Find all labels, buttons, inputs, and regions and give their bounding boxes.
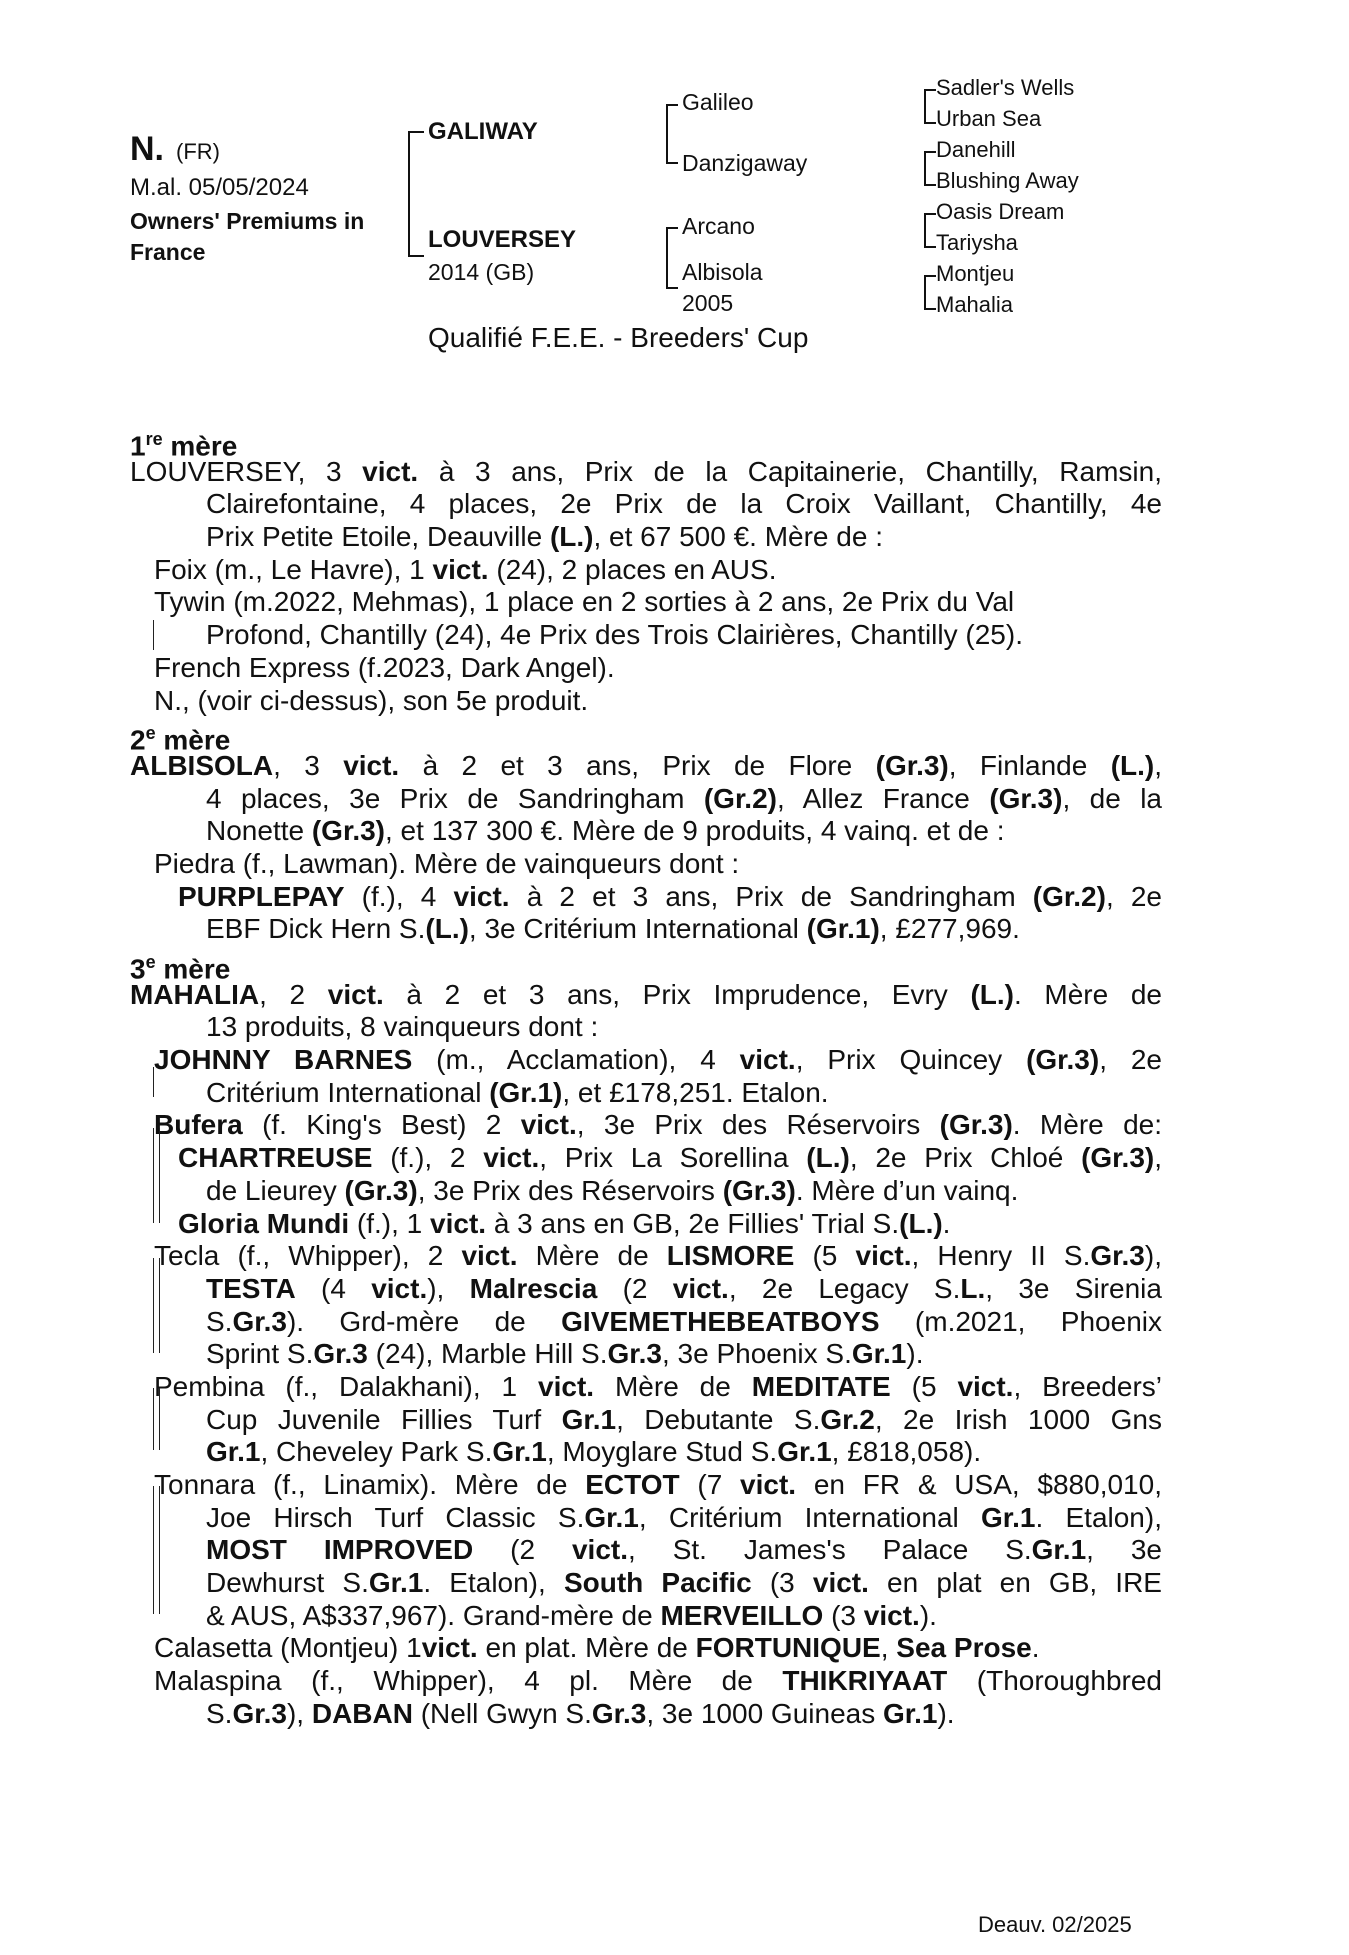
text-line: S.Gr.3). Grd-mère de GIVEMETHEBEATBOYS (m.2021, Phoenix xyxy=(206,1305,1162,1337)
text-line: 13 produits, 8 vainqueurs dont : xyxy=(206,1011,599,1043)
text-line: Malaspina (f., Whipper), 4 pl. Mère de THIKRIYAAT (Thoroughbred xyxy=(154,1665,1162,1697)
pedigree-g1: Sadler's Wells xyxy=(936,75,1075,100)
pedigree-dam-sire: Arcano xyxy=(682,213,755,239)
section-mere-2: 2e mère xyxy=(130,723,231,756)
continuation-rule xyxy=(153,1128,154,1223)
text-line: de Lieurey (Gr.3), 3e Prix des Réservoirs (Gr.3). Mère d’un vainq. xyxy=(206,1174,1019,1206)
text-line: Piedra (f., Lawman). Mère de vainqueurs dont : xyxy=(154,847,740,879)
pedigree-dam-year: 2014 (GB) xyxy=(428,259,535,285)
text-line: Sprint S.Gr.3 (24), Marble Hill S.Gr.3, 3e Phoenix S.Gr.1). xyxy=(206,1338,924,1370)
bracket-g78 xyxy=(924,275,936,310)
continuation-rule xyxy=(159,1128,160,1223)
text-line: 4 places, 3e Prix de Sandringham (Gr.2), Allez France (Gr.3), de la xyxy=(206,782,1162,814)
pedigree-dam: LOUVERSEY xyxy=(428,226,577,253)
text-line: French Express (f.2023, Dark Angel). xyxy=(154,651,615,683)
text-line: Tonnara (f., Linamix). Mère de ECTOT (7 vict. en FR & USA, $880,010, xyxy=(154,1469,1162,1500)
text-line: TESTA (4 vict.), Malrescia (2 vict., 2e Legacy S.L., 3e Sirenia xyxy=(206,1272,1162,1304)
text-line: MOST IMPROVED (2 vict., St. James's Palace S.Gr.1, 3e xyxy=(206,1534,1162,1566)
pedigree-dam-dam-year: 2005 xyxy=(682,290,734,316)
continuation-rule xyxy=(153,1258,154,1353)
text-line: Bufera (f. King's Best) 2 vict., 3e Prix des Réservoirs (Gr.3). Mère de: xyxy=(154,1109,1162,1141)
pedigree-g3: Danehill xyxy=(936,137,1016,162)
continuation-rule xyxy=(153,620,154,650)
text-line: Gr.1, Cheveley Park S.Gr.1, Moyglare Stud S.Gr.1, £818,058). xyxy=(206,1436,982,1468)
bracket-g56 xyxy=(924,213,936,248)
text-line: S.Gr.3), DABAN (Nell Gwyn S.Gr.3, 3e 1000 Guineas Gr.1). xyxy=(206,1697,955,1729)
text-line: Profond, Chantilly (24), 4e Prix des Trois Clairières, Chantilly (25). xyxy=(206,619,1023,651)
text-line: CHARTREUSE (f.), 2 vict., Prix La Sorellina (L.), 2e Prix Chloé (Gr.3), xyxy=(178,1142,1162,1174)
text-line: Clairefontaine, 4 places, 2e Prix de la Croix Vaillant, Chantilly, 4e xyxy=(206,488,1162,520)
text-line: Calasetta (Montjeu) 1vict. en plat. Mère de FORTUNIQUE, Sea Prose. xyxy=(154,1632,1040,1664)
text-line: Joe Hirsch Turf Classic S.Gr.1, Critérium International Gr.1. Etalon), xyxy=(206,1501,1162,1533)
bracket-dam-line xyxy=(666,227,678,289)
text-line: Dewhurst S.Gr.1. Etalon), South Pacific (3 vict. en plat en GB, IRE xyxy=(206,1567,1162,1599)
premium-label: Owners' Premiums in France xyxy=(130,208,365,265)
text-line: Gloria Mundi (f.), 1 vict. à 3 ans en GB, 2e Fillies' Trial S.(L.). xyxy=(178,1207,951,1239)
text-line: Pembina (f., Dalakhani), 1 vict. Mère de MEDITATE (5 vict., Breeders’ xyxy=(154,1370,1162,1402)
pedigree-g6: Tariysha xyxy=(936,230,1018,255)
horse-dob: M.al. 05/05/2024 xyxy=(130,174,309,201)
text-line: N., (voir ci-dessus), son 5e produit. xyxy=(154,684,589,716)
text-line: Nonette (Gr.3), et 137 300 €. Mère de 9 produits, 4 vainq. et de : xyxy=(206,815,1005,847)
catalogue-body xyxy=(130,423,1162,1731)
bracket-sire-line xyxy=(666,104,678,164)
text-line: EBF Dick Hern S.(L.), 3e Critérium International (Gr.1), £277,969. xyxy=(206,913,1020,945)
continuation-rule xyxy=(153,1486,154,1614)
footer-reference: Deauv. 02/2025 xyxy=(978,1912,1132,1937)
bracket-sire-dam xyxy=(408,131,424,257)
pedigree-sire-dam: Danzigaway xyxy=(682,150,808,176)
pedigree-g8: Mahalia xyxy=(936,292,1014,317)
bracket-g34 xyxy=(924,151,936,186)
continuation-rule xyxy=(159,1258,160,1353)
text-line: Cup Juvenile Fillies Turf Gr.1, Debutante S.Gr.2, 2e Irish 1000 Gns xyxy=(206,1403,1162,1435)
text-line: Foix (m., Le Havre), 1 vict. (24), 2 places en AUS. xyxy=(154,553,777,585)
pedigree-g2: Urban Sea xyxy=(936,106,1042,131)
text-line: JOHNNY BARNES (m., Acclamation), 4 vict., Prix Quincey (Gr.3), 2e xyxy=(154,1044,1162,1076)
text-line: Tecla (f., Whipper), 2 vict. Mère de LISMORE (5 vict., Henry II S.Gr.3), xyxy=(154,1240,1162,1272)
bracket-g12 xyxy=(924,89,936,124)
continuation-rule xyxy=(153,1067,154,1097)
horse-country: (FR) xyxy=(176,139,220,164)
continuation-rule xyxy=(159,1486,160,1614)
continuation-rule xyxy=(159,1388,160,1450)
section-mere-1: 1re mère xyxy=(130,429,238,462)
text-line: & AUS, A$337,967). Grand-mère de MERVEILLO (3 vict.). xyxy=(206,1599,937,1631)
text-line: Prix Petite Etoile, Deauville (L.), et 67 500 €. Mère de : xyxy=(206,521,883,553)
continuation-rule xyxy=(153,1388,154,1450)
pedigree-g4: Blushing Away xyxy=(936,168,1079,193)
text-line: PURPLEPAY (f.), 4 vict. à 2 et 3 ans, Prix de Sandringham (Gr.2), 2e xyxy=(178,880,1162,912)
text-line: MAHALIA, 2 vict. à 2 et 3 ans, Prix Imprudence, Evry (L.). Mère de xyxy=(130,978,1162,1010)
pedigree-g7: Montjeu xyxy=(936,261,1015,286)
horse-name: N. xyxy=(130,130,164,168)
text-line: ALBISOLA, 3 vict. à 2 et 3 ans, Prix de Flore (Gr.3), Finlande (L.), xyxy=(130,749,1162,781)
text-line: LOUVERSEY, 3 vict. à 3 ans, Prix de la Capitainerie, Chantilly, Ramsin, xyxy=(130,455,1162,487)
pedigree-sire-sire: Galileo xyxy=(682,89,754,115)
text-line: Tywin (m.2022, Mehmas), 1 place en 2 sorties à 2 ans, 2e Prix du Val xyxy=(154,586,1015,618)
qualification: Qualifié F.E.E. - Breeders' Cup xyxy=(428,322,809,353)
pedigree-g5: Oasis Dream xyxy=(936,199,1065,224)
section-mere-3: 3e mère xyxy=(130,952,231,985)
text-line: Critérium International (Gr.1), et £178,251. Etalon. xyxy=(206,1076,829,1108)
pedigree-dam-dam: Albisola xyxy=(682,259,763,285)
pedigree-sire: GALIWAY xyxy=(428,118,538,145)
